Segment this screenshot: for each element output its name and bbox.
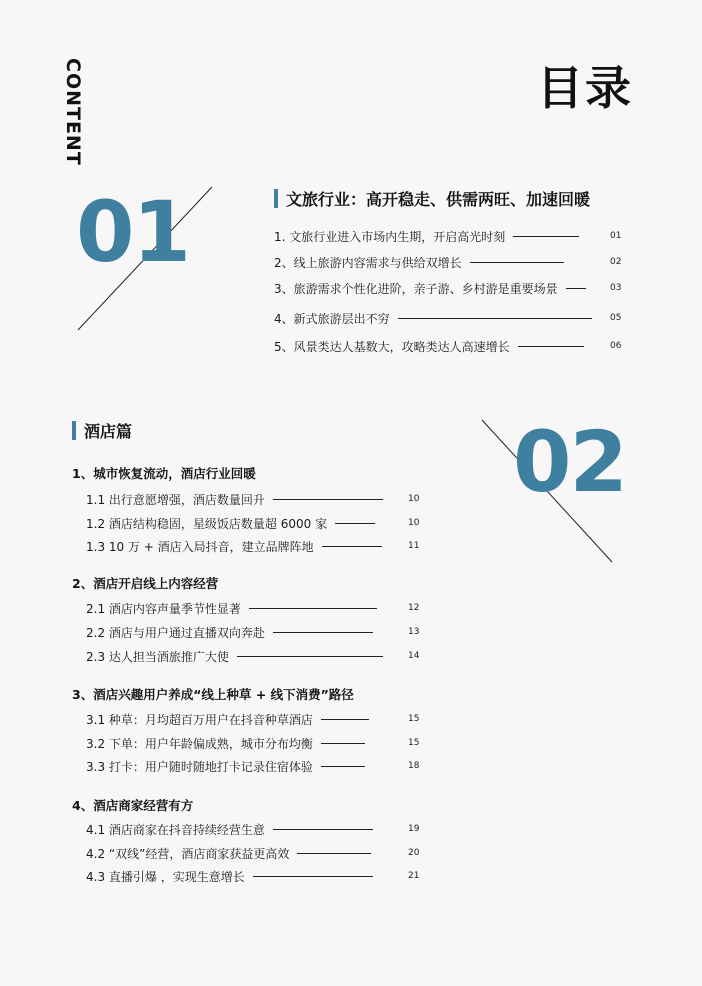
toc-row[interactable]: [86, 711, 420, 728]
leader-line: [518, 346, 584, 347]
toc-page-number: 12: [408, 603, 420, 613]
leader-line: [237, 656, 383, 657]
content-vertical-label: CONTENT: [62, 58, 84, 166]
leader-line: [297, 853, 371, 854]
toc-row[interactable]: [86, 758, 420, 775]
toc-row-text: 1.1 出行意愿增强，酒店数量回升: [86, 493, 265, 507]
toc-page-number: 10: [408, 494, 420, 504]
heading-accent-bar: [274, 189, 278, 208]
toc-row-text: 3.3 打卡：用户随时随地打卡记录住宿体验: [86, 760, 313, 774]
toc-page-number: 13: [408, 627, 420, 637]
toc-page-number: 20: [408, 848, 420, 858]
toc-page-number: 02: [610, 257, 622, 267]
leader-line: [566, 288, 586, 289]
section-number-02: 02: [513, 413, 626, 511]
toc-page-number: 14: [408, 651, 420, 661]
toc-row[interactable]: [274, 338, 622, 355]
toc-group-title[interactable]: 3、酒店兴趣用户养成“线上种草 + 线下消费”路径: [72, 687, 354, 702]
leader-line: [322, 546, 382, 547]
toc-row-text: 4.2 “双线”经营，酒店商家获益更高效: [86, 847, 290, 861]
toc-group-title[interactable]: 4、酒店商家经营有方: [72, 798, 194, 813]
toc-row[interactable]: [86, 648, 420, 665]
toc-row-text: 4、新式旅游层出不穷: [274, 312, 390, 326]
toc-page-number: 19: [408, 824, 420, 834]
section1-heading: [274, 187, 590, 210]
toc-row[interactable]: [86, 868, 420, 885]
toc-row[interactable]: [86, 491, 420, 508]
toc-page-number: 11: [408, 541, 420, 551]
toc-row-text: 2.1 酒店内容声量季节性显著: [86, 602, 241, 616]
toc-row[interactable]: [86, 600, 420, 617]
toc-page-number: 05: [610, 313, 622, 323]
toc-row-text: 3、旅游需求个性化进阶，亲子游、乡村游是重要场景: [274, 282, 558, 296]
toc-page-number: 21: [408, 871, 420, 881]
leader-line: [398, 318, 592, 319]
section2-heading: [72, 419, 132, 442]
leader-line: [321, 766, 365, 767]
toc-page-number: 18: [408, 761, 420, 771]
toc-row[interactable]: [274, 254, 622, 271]
toc-row-text: 3.1 种草：月均超百万用户在抖音种草酒店: [86, 713, 313, 727]
toc-row[interactable]: [274, 280, 622, 297]
toc-page-number: 03: [610, 283, 622, 293]
leader-line: [253, 876, 373, 877]
leader-line: [249, 608, 377, 609]
toc-row-text: 2、线上旅游内容需求与供给双增长: [274, 256, 462, 270]
toc-row[interactable]: [274, 310, 622, 327]
section2-heading-text: 酒店篇: [84, 422, 133, 441]
toc-row-text: 5、风景类达人基数大，攻略类达人高速增长: [274, 340, 510, 354]
toc-page-number: 06: [610, 341, 622, 351]
toc-row[interactable]: [274, 228, 622, 245]
toc-row[interactable]: [86, 821, 420, 838]
toc-row-text: 2.2 酒店与用户通过直播双向奔赴: [86, 626, 265, 640]
heading-accent-bar: [72, 421, 76, 440]
toc-page-number: 15: [408, 738, 420, 748]
toc-group-title[interactable]: 2、酒店开启线上内容经营: [72, 576, 219, 591]
leader-line: [321, 719, 369, 720]
leader-line: [273, 499, 383, 500]
leader-line: [321, 743, 365, 744]
toc-row-text: 2.3 达人担当酒旅推广大使: [86, 650, 229, 664]
toc-row-text: 3.2 下单：用户年龄偏成熟，城市分布均衡: [86, 737, 313, 751]
section-number-01: 01: [76, 183, 189, 281]
page-title: 目录: [537, 61, 633, 115]
toc-row-text: 1. 文旅行业进入市场内生期，开启高光时刻: [274, 230, 506, 244]
toc-row-text: 4.1 酒店商家在抖音持续经营生意: [86, 823, 265, 837]
toc-row[interactable]: [86, 845, 420, 862]
section1-heading-text: 文旅行业：高开稳走、供需两旺、加速回暖: [286, 190, 591, 209]
toc-row-text: 1.2 酒店结构稳固，星级饭店数量超 6000 家: [86, 517, 328, 531]
toc-page-number: 15: [408, 714, 420, 724]
toc-group-title[interactable]: 1、城市恢复流动，酒店行业回暖: [72, 466, 256, 481]
toc-row-text: 1.3 10 万 + 酒店入局抖音，建立品牌阵地: [86, 540, 314, 554]
toc-page-number: 01: [610, 231, 622, 241]
toc-row-text: 4.3 直播引爆 ，实现生意增长: [86, 870, 245, 884]
leader-line: [273, 632, 373, 633]
toc-row[interactable]: [86, 538, 420, 555]
toc-row[interactable]: [86, 735, 420, 752]
toc-row[interactable]: [86, 624, 420, 641]
leader-line: [470, 262, 564, 263]
leader-line: [513, 236, 579, 237]
toc-row[interactable]: [86, 515, 420, 532]
leader-line: [335, 523, 375, 524]
toc-page-number: 10: [408, 518, 420, 528]
leader-line: [273, 829, 373, 830]
